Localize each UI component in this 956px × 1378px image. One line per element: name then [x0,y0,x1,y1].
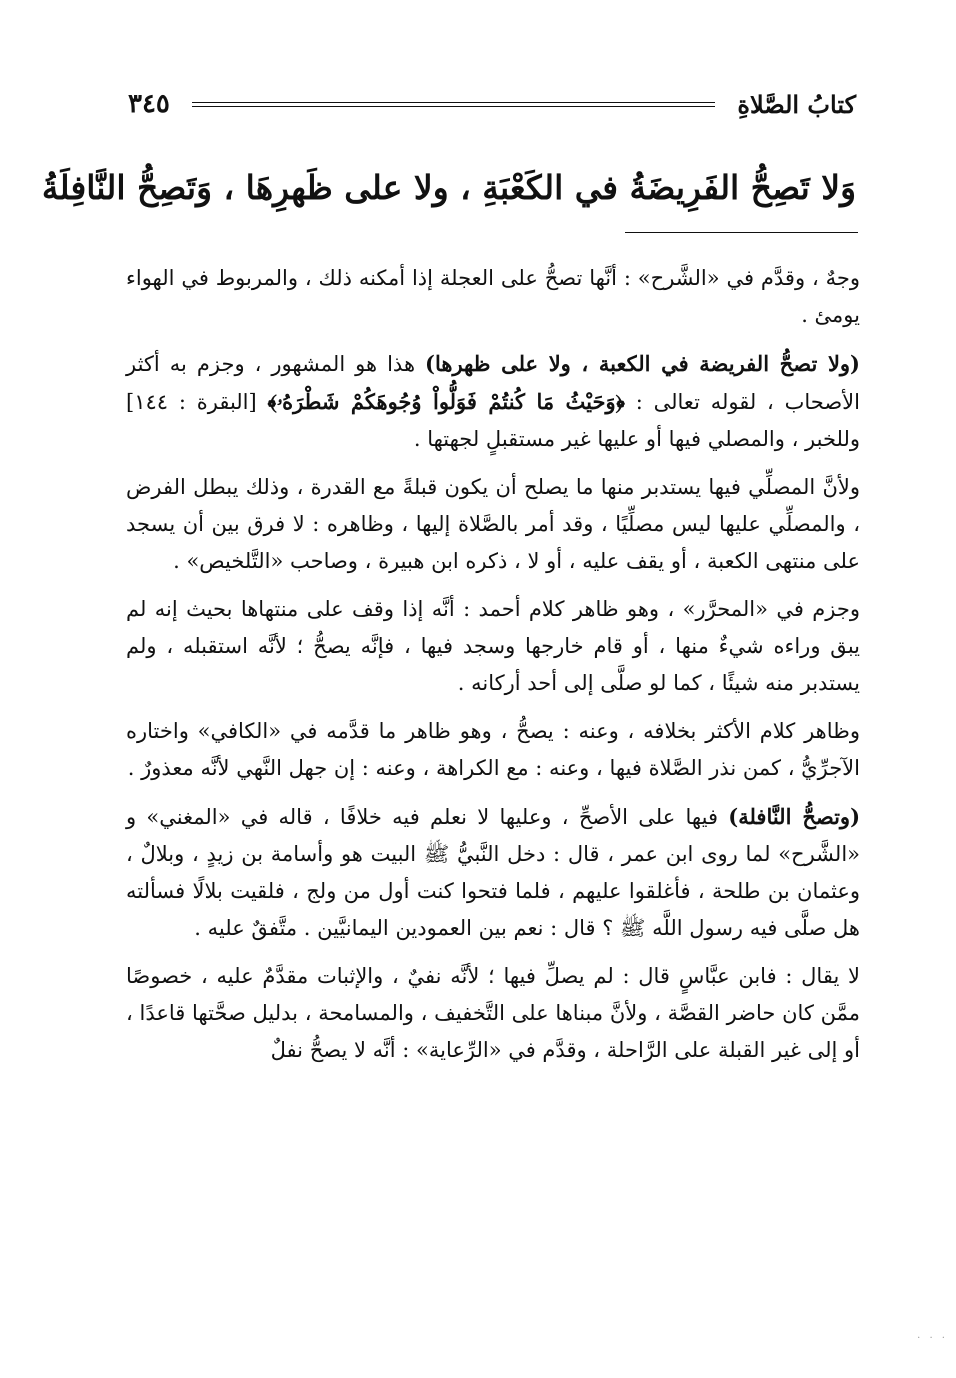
paragraph-text: فيها على الأصحِّ ، وعليها لا نعلم فيه خلافًا ، قاله في «المغني» و «الشَّرح» لما روى ابن عمر ، قال : دخل النَّبيُّ ﷺ البيت هو وأسامة بن زيدٍ ، وبلالٌ ، وعثمان بن طلحة ، فأغلقوا عليهم ، فلما فتحوا كنت أول من ولج ، فلقيت بلالًا فسألته هل صلَّى فيه رسول اللَّه ﷺ ؟ قال : نعم بين العمودين اليمانيَّين . متَّفقٌ عليه . [126,805,860,940]
paragraph [126,260,860,334]
paragraph-text: وجزم في «المحرَّر» ، وهو ظاهر كلام أحمد : أنَّه إذا وقف على منتهاها بحيث إنه لم يبق وراءه شيءٌ منها ، أو قام خارجها وسجد فيها ، فإنَّه يصحُّ ؛ لأنَّه استقبله ، ولم يستدبر منه شيئًا ، كما لو صلَّى إلى أحد أركانه . [126,597,860,695]
paragraph [126,591,860,702]
paragraph-text: وظاهر كلام الأكثر بخلافه ، وعنه : يصحُّ ، وهو ظاهر ما قدَّمه في «الكافي» واختاره الآجرِّيُّ ، كمن نذر الصَّلاة فيها ، وعنه : مع الكراهة ، وعنه : إن جهل النَّهي لأنَّه معذورٌ . [126,719,860,780]
paragraph [126,469,860,580]
page-header [128,84,856,124]
quran-verse: ﴿وَحَيْثُ مَا كُنتُمْ فَوَلُّواْ وُجُوهَكُمْ شَطْرَهُۥ﴾ [267,389,625,414]
paragraph-text: وجهٌ ، وقدَّم في «الشَّرح» : أنَّها تصحُّ على العجلة إذا أمكنه ذلك ، والمربوط في الهواء يومئ . [126,266,860,327]
header-rule [192,102,715,107]
paragraph-lead: (وتصحُّ النَّافلة) [728,804,861,829]
paragraph [126,713,860,787]
scan-mark: . . . [917,1330,948,1341]
paragraph-text: هذا هو المشهور ، وجزم به أكثر الأصحاب ، لقوله تعالى : [126,352,860,414]
paragraph [126,798,860,947]
paragraph-lead: (ولا تصحُّ الفريضة في الكعبة ، ولا على ظهرها) [425,351,860,376]
title-underline [625,232,858,233]
paragraph [126,958,860,1069]
paragraph-text: [البقرة : ١٤٤] وللخبر ، والمصلي فيها أو عليها غير مستقبلٍ لجهتها . [126,390,860,451]
section-title: وَلا تَصِحُّ الفَرِيضَةُ في الكَعْبَةِ ، ولا على ظَهرِهَا ، وَتَصِحُّ النَّافِلَةُ [41,168,856,207]
paragraph-text: ولأنَّ المصلِّي فيها يستدبر منها ما يصلح أن يكون قبلةً مع القدرة ، وذلك يبطل الفرض ، والمصلِّي عليها ليس مصلِّيًا ، وقد أمر بالصَّلاة إليها ، وظاهره : لا فرق بين أن يسجد على منتهى الكعبة ، أو يقف عليه ، أو لا ، ذكره ابن هبيرة ، وصاحب «التَّلخيص» . [126,475,861,573]
body-text [126,260,860,1080]
page-number: ٣٤٥ [128,89,170,119]
paragraph [126,345,860,458]
running-title: كتابُ الصَّلاةِ [737,89,856,119]
paragraph-text: لا يقال : فابن عبَّاسٍ قال : لم يصلِّ فيها ؛ لأنَّه نفيٌ ، والإثبات مقدَّمٌ عليه ، خصوصًا ممَّن كان حاضر القصَّة ، ولأنَّ مبناها على التَّخفيف ، والمسامحة ، بدليل صحَّتها قاعدًا ، أو إلى غير القبلة على الرَّاحلة ، وقدَّم في «الرِّعاية» : أنَّه لا يصحُّ نفلٌ [126,964,860,1062]
